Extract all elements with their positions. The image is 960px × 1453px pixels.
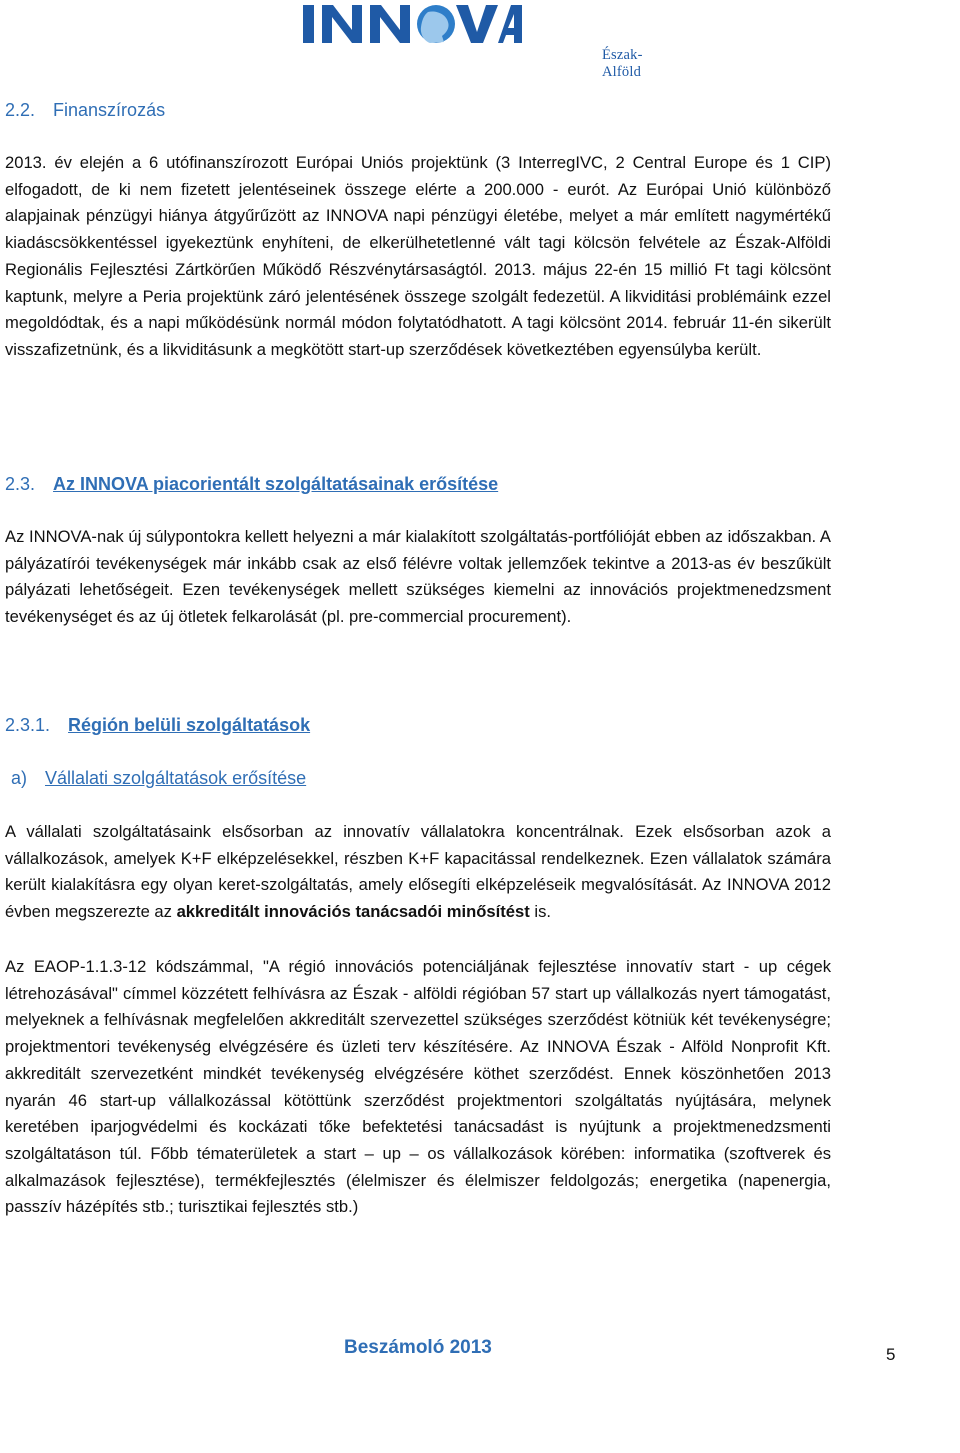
paragraph-services: Az INNOVA-nak új súlypontokra kellett helyezni a már kialakított szolgáltatás-portfólióját ebben az időszakban. A pályázatírói tevékenységek már inkább csak az első félévre voltak jellemzőek tekintve a 2013-as év beszűkült pályázati lehetőségeit. Ezen tevékenységek mellett szükséges kiemelni az innovációs projektmenedzsment tevékenységet és az új ötletek felkarolását (pl. pre-commercial procurement). xyxy=(5,527,831,627)
paragraph-corporate-services xyxy=(5,819,831,926)
section-title: Régión belüli szolgáltatások xyxy=(68,715,311,735)
section-title: Az INNOVA piacorientált szolgáltatásainak erősítése xyxy=(53,474,499,494)
section-number: 2.2. xyxy=(5,100,36,120)
bold-text-run: akkreditált innovációs tanácsadói minősítést xyxy=(176,902,530,922)
section-number: 2.3.1. xyxy=(5,715,51,735)
footer-title: Beszámoló 2013 xyxy=(344,1337,492,1358)
innova-logo xyxy=(300,2,643,80)
subsection-title: Vállalati szolgáltatások erősítése xyxy=(45,768,307,788)
innova-wordmark xyxy=(300,2,522,48)
section-heading-2-3 xyxy=(5,474,498,495)
section-number: 2.3. xyxy=(5,474,36,494)
subsection-heading-a xyxy=(11,768,306,789)
logo-subtitle: Észak-Alföld xyxy=(602,47,643,80)
section-title: Finanszírozás xyxy=(53,100,166,120)
paragraph-startup: Az EAOP-1.1.3-12 kódszámmal, "A régió innovációs potenciáljának fejlesztése innovatív start - up cégek létrehozásával" címmel közzétett felhívásra az Észak - alföldi régióban 57 start up vállalkozás nyert támogatást, melyeknek a felhívásnak megfelelően akkreditált szervezettel szükséges szerződést kötniük két tevékenységre; projektmentori tevékenység elvégzésére és üzleti terv készítésére. Az INNOVA Észak - Alföld Nonprofit Kft. akkreditált szervezetként mindkét tevékenység elvégzésére köthet szerződést. Ennek köszönhetően 2013 nyarán 46 start-up vállalkozással kötöttünk szerződést projektmentori szolgáltatás nyújtására, melynek keretében iparjogvédelmi és kockázati tőke befektetési tanácsadást is nyújtunk a projektmenedzsmenti szolgáltatáson túl. Főbb tématerületek a start – up – os vállalkozások körében: informatika (szoftverek és alkalmazások fejlesztése), termékfejlesztés (élelmiszer és élelmiszer feldolgozás; energetika (napenergia, passzív házépítés stb.; turisztikai fejlesztés stb.) xyxy=(5,957,831,1217)
paragraph-financing: 2013. év elején a 6 utófinanszírozott Európai Uniós projektünk (3 InterregIVC, 2 Central Europe és 1 CIP) elfogadott, de ki nem fizetett jelentéseinek összege elérte a 200.000 - eurót. Az Európai Unió különböző alapjainak pénzügyi hiánya átgyűrűzött az INNOVA napi pénzügyi életébe, melyet a már említett nagymértékű kiadáscsökkentéssel igyekeztünk enyhíteni, de elkerülhetetlenné vált tagi kölcsön felvétele az Észak-Alföldi Regionális Fejlesztési Zártkörűen Működő Részvénytársaságtól. 2013. május 22-én 15 millió Ft tagi kölcsönt kaptunk, melyre a Peria projektünk záró jelentésének összege szolgált fedezetül. A likviditási problémáink ezzel megoldódtak, és a napi működésünk normál módon folytatódhatott. A tagi kölcsönt 2014. február 11-én sikerült visszafizetnünk, és a likviditásunk a megkötött start-up szerződések következtében egyensúlyba került. xyxy=(5,153,831,359)
section-heading-2-2 xyxy=(5,100,165,121)
section-heading-2-3-1 xyxy=(5,715,310,736)
text-run: is. xyxy=(529,902,551,922)
page-number: 5 xyxy=(886,1345,896,1364)
text-run: A vállalati szolgáltatásaink elsősorban az innovatív vállalatokra koncentrálnak. Ezek elsősorban azok a vállalkozások, amelyek K+F elképzelésekkel, részben K+F kapacitással rendelkeznek. Ezen vállalatok számára került kialakításra egy olyan keret-szolgáltatás, amely elősegíti elképzeléseik megvalósítását. Az INNOVA 2012 évben megszerezte az xyxy=(5,822,831,922)
subsection-number: a) xyxy=(11,768,28,788)
